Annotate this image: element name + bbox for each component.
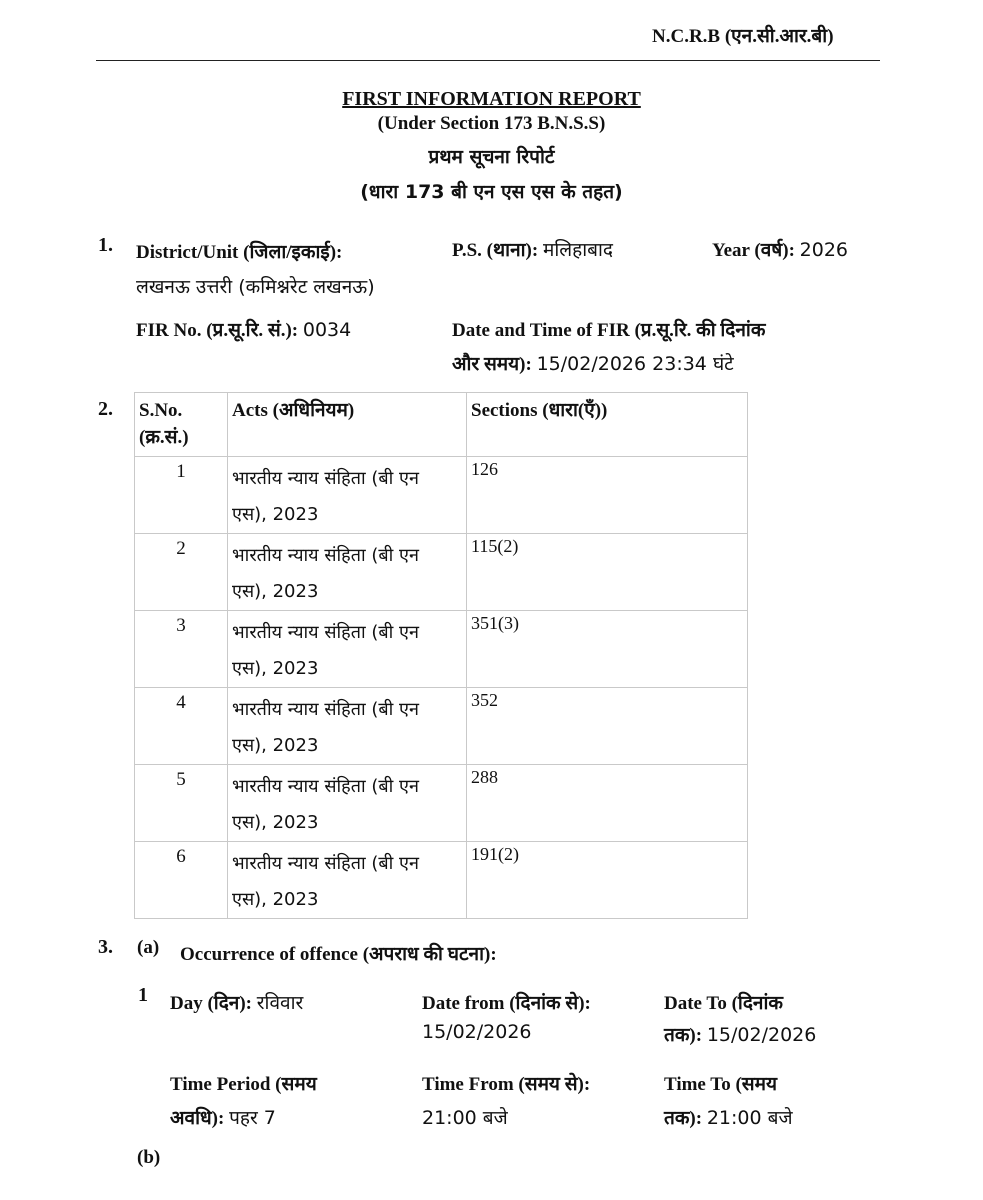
time-to-value: 21:00 बजे: [706, 1107, 793, 1129]
row-act: भारतीय न्याय संहिता (बी एन एस), 2023: [232, 545, 419, 602]
row-sno: 1: [176, 461, 186, 482]
row-section: 351(3): [471, 613, 519, 633]
date-from-label: Date from (दिनांक से):: [422, 993, 591, 1014]
row-section: 126: [471, 459, 498, 479]
year-value: 2026: [799, 239, 849, 261]
row-sno: 6: [176, 846, 186, 867]
time-period-label-cont: अवधि):: [170, 1108, 225, 1129]
row-section: 191(2): [471, 844, 519, 864]
header-acts: Acts (अधिनियम): [232, 400, 355, 421]
fir-datetime-label-cont: और समय):: [452, 354, 532, 375]
ps-value: मलिहाबाद: [542, 239, 613, 261]
header-rule: [96, 60, 880, 61]
table-row: [135, 765, 748, 842]
fir-no-label: FIR No. (प्र.सू.रि. सं.):: [136, 320, 299, 341]
section-2-number: 2.: [98, 398, 113, 420]
header-sections: Sections (धारा(एँ)): [471, 400, 608, 421]
row-act: भारतीय न्याय संहिता (बी एन एस), 2023: [232, 853, 419, 910]
header-sno: S.No. (क्र.सं.): [139, 400, 189, 448]
fir-datetime-label: Date and Time of FIR (प्र.सू.रि. की दिनांक: [452, 320, 766, 341]
row-act: भारतीय न्याय संहिता (बी एन एस), 2023: [232, 699, 419, 756]
row-act: भारतीय न्याय संहिता (बी एन एस), 2023: [232, 468, 419, 525]
date-to-label: Date To (दिनांक: [664, 993, 783, 1014]
report-subtitle-hindi: (धारा 173 बी एन एस एस के तहत): [360, 181, 623, 203]
fir-datetime-value: 15/02/2026 23:34 घंटे: [536, 353, 734, 375]
report-title: FIRST INFORMATION REPORT: [342, 88, 641, 110]
section-3-number: 3.: [98, 936, 113, 958]
row-sno: 2: [176, 538, 186, 559]
report-title-hindi: प्रथम सूचना रिपोर्ट: [428, 146, 555, 168]
year-label: Year (वर्ष):: [712, 240, 795, 261]
district-value: लखनऊ उत्तरी (कमिश्नरेट लखनऊ): [136, 276, 375, 298]
row-act: भारतीय न्याय संहिता (बी एन एस), 2023: [232, 776, 419, 833]
table-row: [135, 534, 748, 611]
sub-b-marker: (b): [137, 1147, 161, 1168]
acts-table-header: [135, 393, 748, 457]
occurrence-label: Occurrence of offence (अपराध की घटना):: [180, 944, 497, 965]
sub-a-marker: (a): [137, 937, 160, 958]
row-sno: 5: [176, 769, 186, 790]
time-from-value: 21:00 बजे: [422, 1107, 508, 1129]
time-period-label: Time Period (समय: [170, 1074, 317, 1095]
date-to-value: 15/02/2026: [706, 1024, 817, 1046]
row-sno: 4: [176, 692, 186, 713]
time-from-label: Time From (समय से):: [422, 1074, 591, 1095]
table-row: [135, 611, 748, 688]
row-section: 115(2): [471, 536, 519, 556]
district-label: District/Unit (जिला/इकाई):: [136, 242, 343, 263]
day-label: Day (दिन):: [170, 993, 253, 1014]
ncrb-header: N.C.R.B (एन.सी.आर.बी): [652, 26, 834, 47]
report-subtitle: (Under Section 173 B.N.S.S): [377, 113, 606, 134]
row-section: 352: [471, 690, 498, 710]
row-section: 288: [471, 767, 498, 787]
day-value: रविवार: [256, 992, 304, 1014]
time-period-value: पहर 7: [229, 1107, 276, 1129]
fir-no-value: 0034: [302, 319, 352, 341]
table-row: [135, 688, 748, 765]
ps-label: P.S. (थाना):: [452, 240, 539, 261]
section-1-number: 1.: [98, 234, 113, 256]
date-to-label-cont: तक):: [664, 1025, 703, 1046]
date-from-value: 15/02/2026: [422, 1021, 532, 1043]
occurrence-item-number: 1: [138, 984, 148, 1006]
time-to-label-cont: तक):: [664, 1108, 703, 1129]
table-row: [135, 457, 748, 534]
row-sno: 3: [176, 615, 186, 636]
time-to-label: Time To (समय: [664, 1074, 778, 1095]
table-row: [135, 842, 748, 919]
acts-table: [134, 392, 748, 919]
row-act: भारतीय न्याय संहिता (बी एन एस), 2023: [232, 622, 419, 679]
